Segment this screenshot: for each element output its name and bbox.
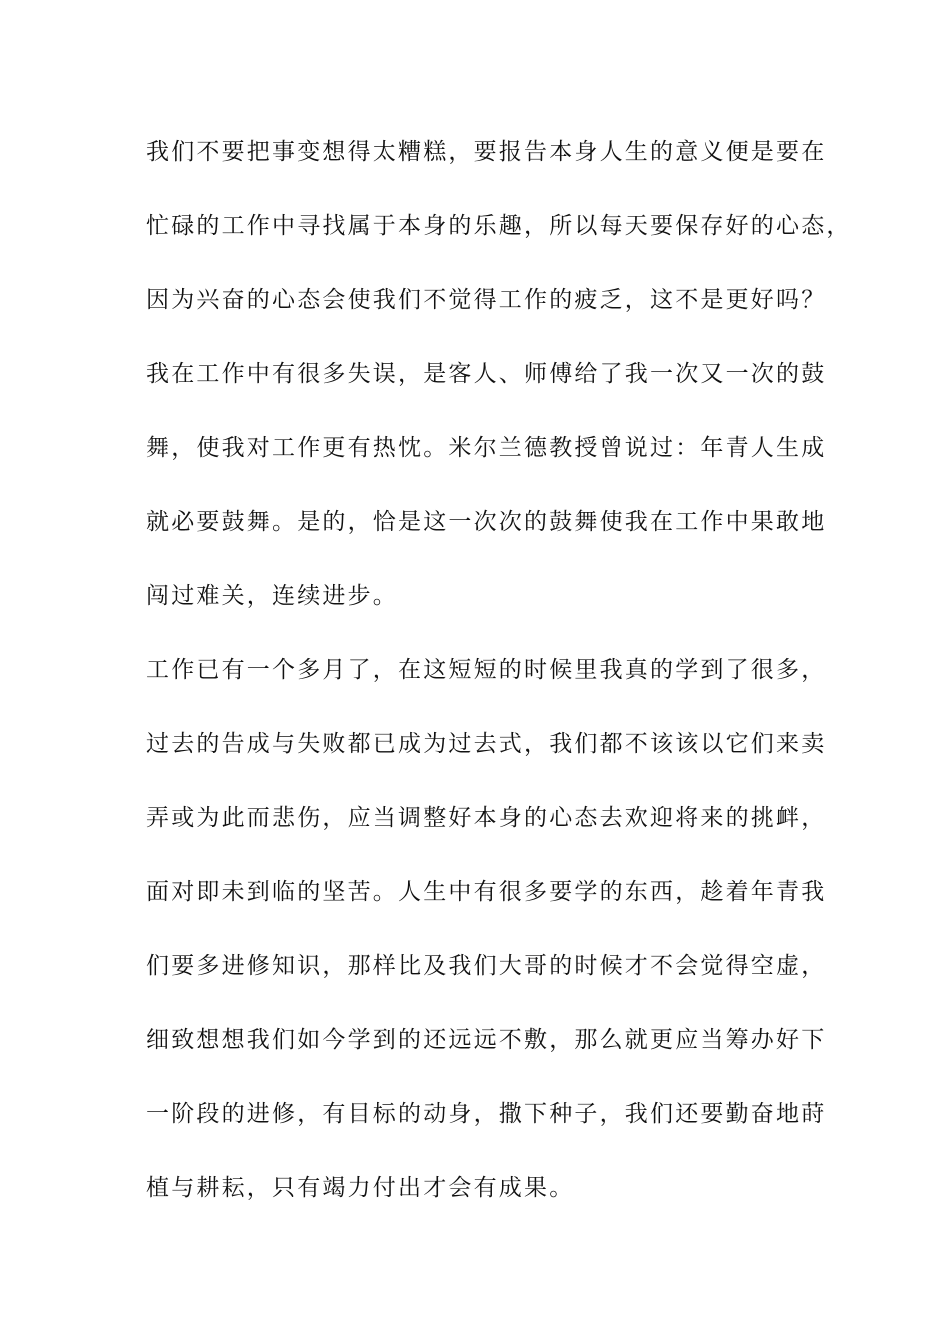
text-line: 工作已有一个多月了，在这短短的时候里我真的学到了很多，: [146, 657, 827, 683]
text-line: 弄或为此而悲伤，应当调整好本身的心态去欢迎将来的挑衅，: [146, 805, 827, 831]
text-line: 闯过难关，连续进步。: [146, 583, 398, 609]
text-line: 细致想想我们如今学到的还远远不敷，那么就更应当筹办好下: [146, 1027, 827, 1053]
text-line: 舞，使我对工作更有热忱。米尔兰德教授曾说过：年青人生成: [146, 435, 827, 461]
paragraph-1: [146, 115, 852, 337]
text-line: 因为兴奋的心态会使我们不觉得工作的疲乏，这不是更好吗？: [146, 287, 827, 313]
text-line: 我们不要把事变想得太糟糕，要报告本身人生的意义便是要在: [146, 139, 827, 165]
text-line: 我在工作中有很多失误，是客人、师傅给了我一次又一次的鼓: [146, 361, 827, 387]
text-line: 忙碌的工作中寻找属于本身的乐趣，所以每天要保存好的心态，: [146, 213, 852, 239]
text-line: 植与耕耘，只有竭力付出才会有成果。: [146, 1175, 575, 1201]
paragraph-3: [146, 633, 846, 1225]
text-line: 过去的告成与失败都已成为过去式，我们都不该该以它们来卖: [146, 731, 827, 757]
paragraph-2: [146, 337, 846, 633]
text-line: 面对即未到临的坚苦。人生中有很多要学的东西，趁着年青我: [146, 879, 827, 905]
text-line: 们要多进修知识，那样比及我们大哥的时候才不会觉得空虚，: [146, 953, 827, 979]
text-line: 一阶段的进修，有目标的动身，撒下种子，我们还要勤奋地莳: [146, 1101, 827, 1127]
text-line: 就必要鼓舞。是的，恰是这一次次的鼓舞使我在工作中果敢地: [146, 509, 827, 535]
